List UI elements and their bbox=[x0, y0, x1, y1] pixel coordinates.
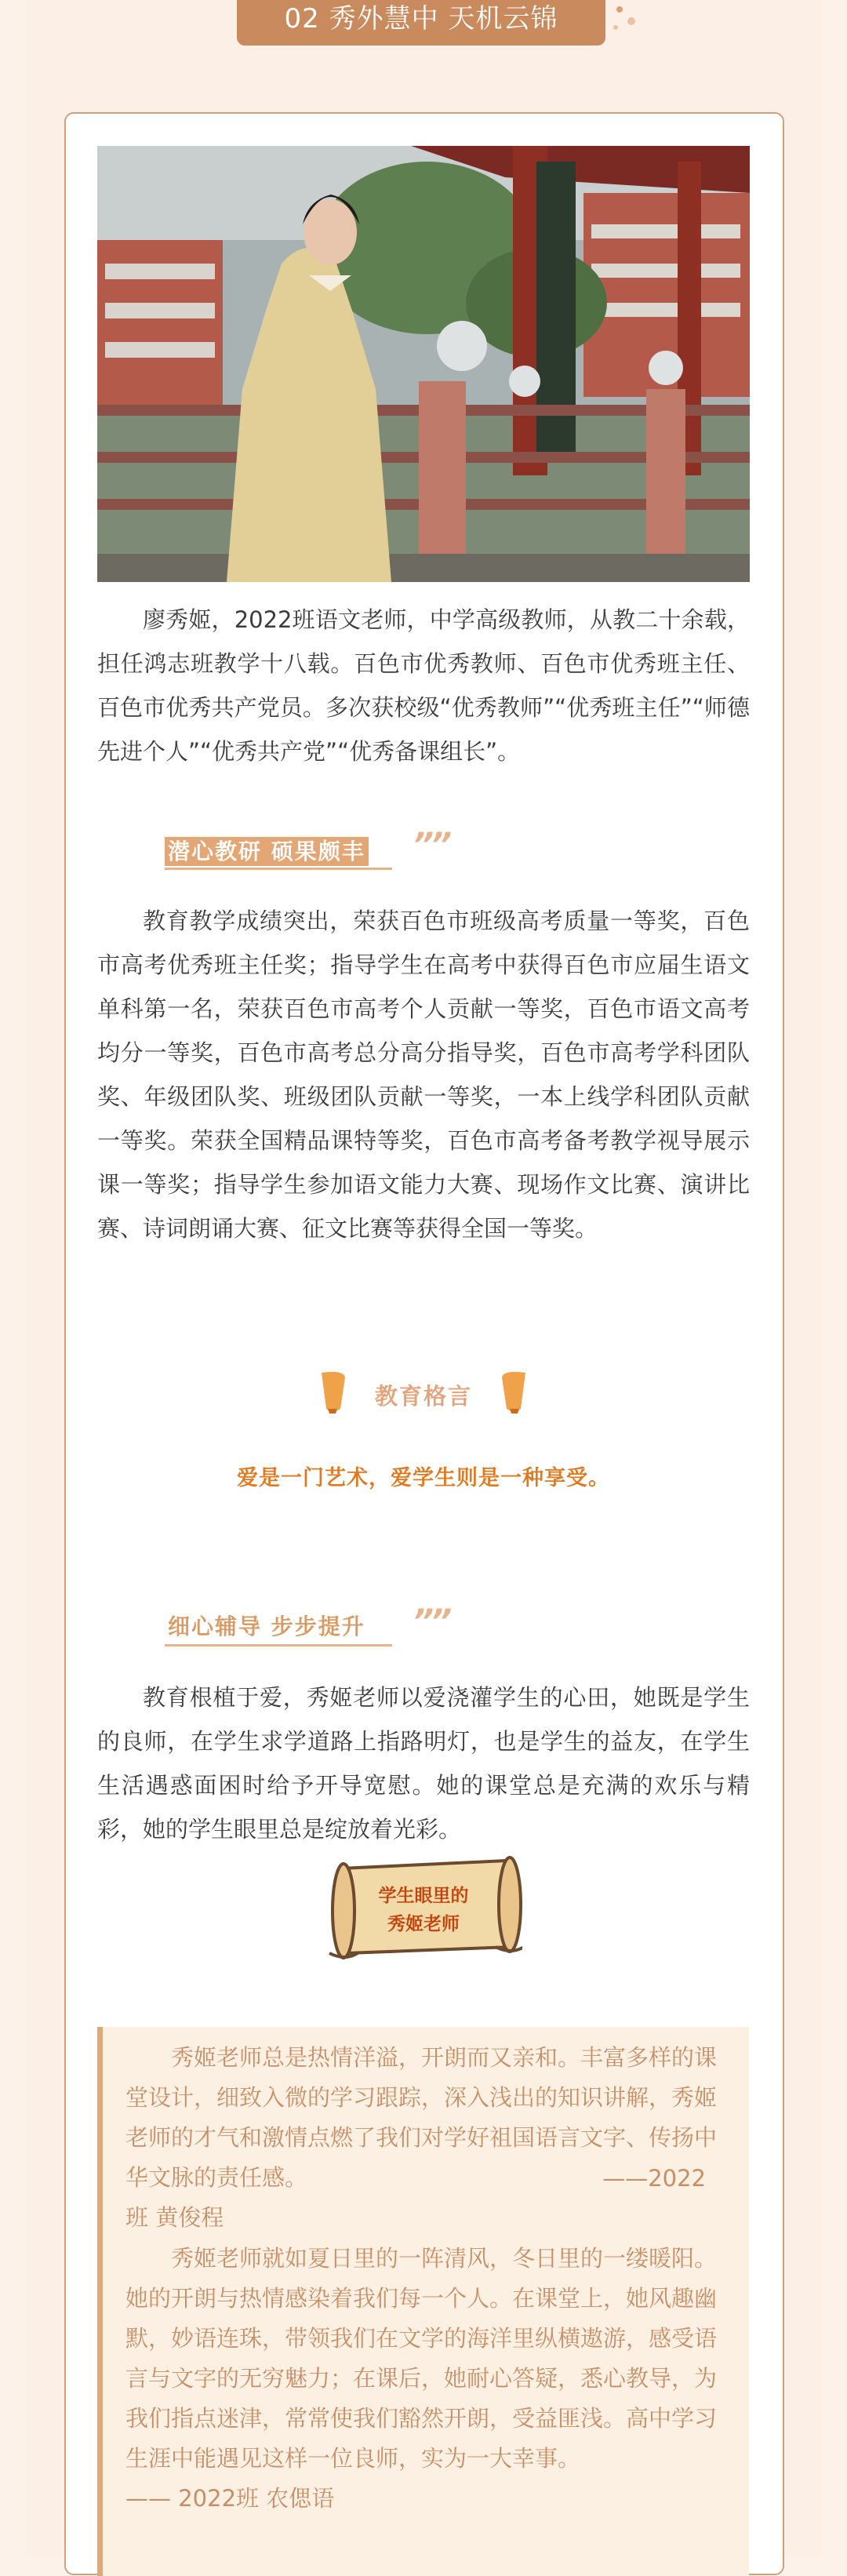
section-underline bbox=[165, 868, 392, 870]
banner-label: 02 秀外慧中 天机云锦 bbox=[284, 3, 558, 35]
scroll-banner bbox=[325, 1853, 522, 1963]
student-quote-1: 秀姬老师总是热情洋溢，开朗而又亲和。丰富多样的课堂设计，细致入微的学习跟踪，深入浅出的知识讲解，秀姬老师的才气和激情点燃了我们对学好祖国语言文字、传扬中华文脉的责任感。 bbox=[125, 2044, 718, 2191]
decor-dot bbox=[613, 25, 618, 30]
quote-mark-icon: ”” bbox=[413, 825, 449, 864]
teacher-photo bbox=[97, 146, 750, 582]
decor-dot bbox=[627, 17, 635, 25]
section-title-label: 潜心教研 硕果颇丰 bbox=[165, 837, 369, 866]
teacher-photo-illustration bbox=[97, 146, 750, 582]
lantern-icon bbox=[499, 1370, 530, 1417]
guidance-paragraph: 教育根植于爱，秀姬老师以爱浇灌学生的心田，她既是学生的良师，在学生求学道路上指路明灯，也是学生的益友，在学生生活遇惑面困时给予开导宽慰。她的课堂总是充满的欢乐与精彩，她的学生眼里总是绽放着光彩。 bbox=[97, 1684, 750, 1843]
motto-title: 教育格言 bbox=[374, 1383, 472, 1410]
lantern-icon bbox=[317, 1370, 348, 1417]
student-quote-2: 秀姬老师就如夏日里的一阵清风，冬日里的一缕暖阳。她的开朗与热情感染着我们每一个人。在课堂上，她风趣幽默，妙语连珠，带领我们在文学的海洋里纵横遨游，感受语言与文字的无穷魅力；在课后，她耐心答疑，悉心教导，为我们指点迷津，常常使我们豁然开朗，受益匪浅。高中学习生涯中能遇见这样一位良师，实为一大幸事。 bbox=[125, 2245, 718, 2472]
student-quote-1-author-a: ——2022 bbox=[602, 2165, 706, 2192]
student-quote-1-author-b: 班 黄俊程 bbox=[125, 2204, 224, 2231]
decor-dot bbox=[616, 6, 623, 13]
intro-paragraph: 廖秀姬，2022班语文老师，中学高级教师，从教二十余载，担任鸿志班教学十八载。百色市优秀教师、百色市优秀班主任、百色市优秀共产党员。多次获校级“优秀教师”“优秀班主任”“师德先进个人”“优秀共产党”“优秀备课组长”。 bbox=[97, 606, 750, 765]
section-title-label: 细心辅导 步步提升 bbox=[168, 1614, 365, 1639]
section-title-research bbox=[165, 835, 369, 869]
student-quote-2-author: —— 2022班 农偲语 bbox=[125, 2485, 335, 2512]
scroll-line-1: 学生眼里的 bbox=[378, 1886, 469, 1906]
quote-mark-icon: ”” bbox=[413, 1602, 449, 1640]
motto-text: 爱是一门艺术，爱学生则是一种享受。 bbox=[237, 1466, 610, 1490]
achievements-paragraph: 教育教学成绩突出，荣获百色市班级高考质量一等奖，百色市高考优秀班主任奖；指导学生在高考中获得百色市应届生语文单科第一名，荣获百色市高考个人贡献一等奖，百色市语文高考均分一等奖，百色市高考总分高分指导奖，百色市高考学科团队奖、年级团队奖、班级团队贡献一等奖，一本上线学科团队贡献一等奖。荣获全国精品课特等奖，百色市高考备考教学视导展示课一等奖；指导学生参加语文能力大赛、现场作文比赛、演讲比赛、诗词朗诵大赛、征文比赛等获得全国一等奖。 bbox=[97, 908, 750, 1242]
section-banner bbox=[237, 0, 605, 45]
section-underline bbox=[165, 1644, 392, 1646]
scroll-line-2: 秀姬老师 bbox=[387, 1914, 460, 1934]
motto-header bbox=[317, 1365, 530, 1420]
section-title-guidance bbox=[165, 1610, 369, 1644]
